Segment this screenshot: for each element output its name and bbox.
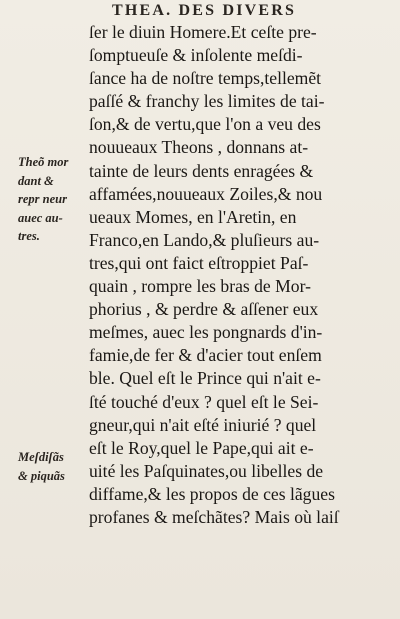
text-line: ueaux Momes, en l'Aretin, en	[89, 206, 297, 227]
running-header: THEA. DES DIVERS	[112, 2, 297, 19]
text-line: diffame,& les propos de ces lãgues	[89, 483, 335, 504]
text-line: ſer le diuin Homere.Et ceſte pre-	[89, 22, 317, 42]
text-line: tres,qui ont faict eſtroppiet Paſ-	[89, 252, 309, 273]
margin-note-line: Meſdiſãs	[18, 450, 64, 464]
text-line: profanes & meſchãtes? Mais où laiſ	[89, 506, 339, 527]
text-line: nouueaux Theons , donnans at-	[89, 137, 309, 158]
text-line: ble. Quel eſt le Prince qui n'ait e-	[89, 368, 321, 389]
text-line: ſance ha de noſtre temps,tellemẽt	[89, 68, 322, 89]
margin-note-theon	[18, 153, 68, 246]
text-line: phorius , & perdre & aſſener eux	[89, 299, 319, 320]
margin-note-line: & piquãs	[18, 468, 65, 483]
text-line: affamées,nouueaux Zoiles,& nou	[89, 183, 323, 204]
text-line: ſté touché d'eux ? quel eſt le Sei-	[89, 391, 319, 412]
text-line: famie,de fer & d'acier tout enſem	[89, 345, 322, 366]
text-line: ſomptueuſe & inſolente meſdi-	[89, 45, 303, 66]
text-line: ſon,& de vertu,que l'on a veu des	[89, 114, 321, 135]
margin-note-line: auec au-	[18, 210, 63, 225]
text-body	[89, 21, 392, 529]
text-line: paſſé & franchy les limites de tai-	[89, 91, 325, 112]
text-line: Franco,en Lando,& pluſieurs au-	[89, 229, 320, 250]
margin-note-medisans	[18, 448, 65, 485]
text-line: tainte de leurs dents enragées &	[89, 160, 314, 181]
text-line: gneur,qui n'ait eſté iniurié ? quel	[89, 414, 317, 435]
margin-note-line: dant &	[18, 173, 54, 188]
text-line: meſmes, auec les pongnards d'in-	[89, 322, 323, 343]
margin-note-line: tres.	[18, 229, 40, 243]
margin-note-line: repr neur	[18, 192, 67, 206]
text-line: eſt le Roy,quel le Pape,qui ait e-	[89, 437, 314, 458]
margin-note-line: Theõ mor	[18, 155, 69, 169]
text-line: quain , rompre les bras de Mor-	[89, 276, 311, 297]
text-line: uité les Paſquinates,ou libelles de	[89, 460, 324, 481]
